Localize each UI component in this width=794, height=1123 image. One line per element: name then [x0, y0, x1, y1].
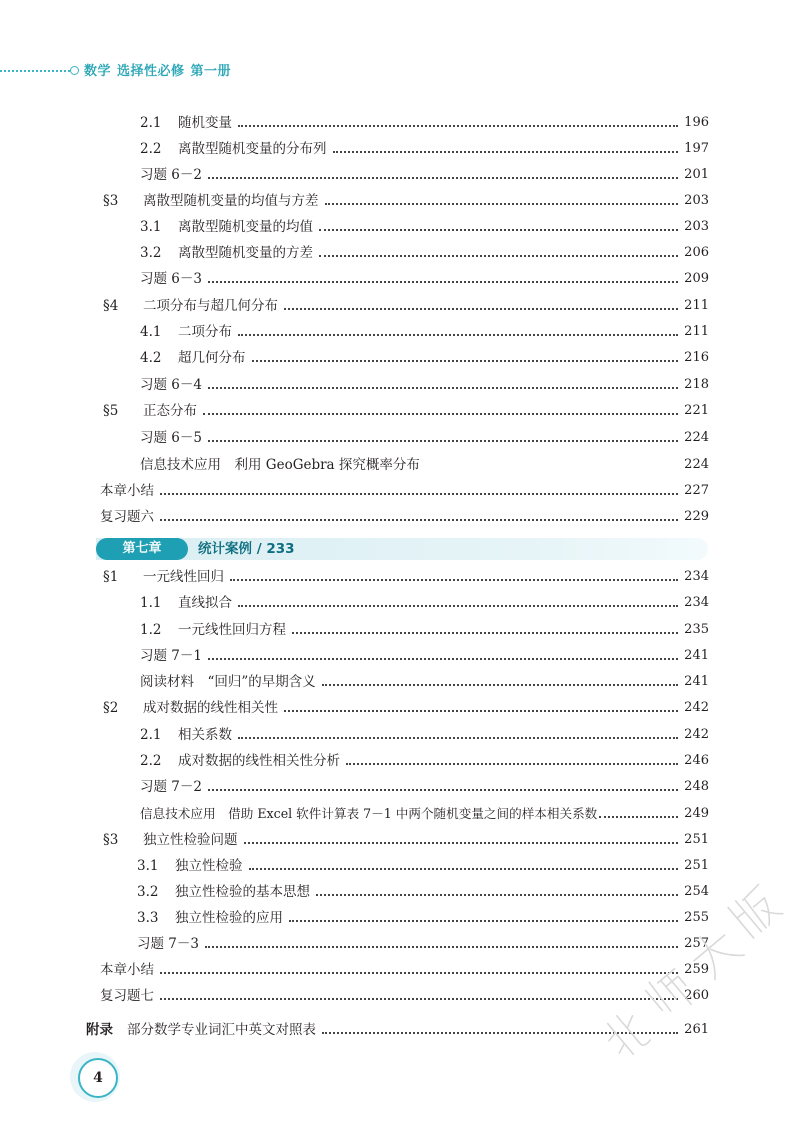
header-part: 第一册 [190, 64, 232, 79]
leader-dots [325, 203, 679, 205]
toc-page: 248 [684, 779, 709, 794]
toc-row[interactable] [103, 295, 709, 317]
toc-row[interactable] [140, 645, 709, 667]
toc-page: 224 [684, 430, 709, 445]
leader-dots [252, 360, 679, 362]
toc-title: 复习题六 [100, 509, 154, 525]
toc-number: 3.3 [137, 910, 159, 926]
toc-title: 独立性检验的基本思想 [175, 884, 310, 900]
leader-dots [208, 789, 678, 791]
toc-title: 习题 6－5 [140, 430, 202, 446]
toc-row[interactable] [140, 112, 709, 134]
toc-page: 242 [684, 700, 709, 715]
leader-dots [319, 229, 678, 231]
toc-title: 成对数据的线性相关性 [143, 700, 278, 716]
toc-page: 196 [684, 115, 709, 130]
toc-number: 4.1 [140, 324, 162, 340]
toc-row[interactable] [140, 724, 709, 746]
toc-title: 随机变量 [178, 115, 232, 131]
toc-title: 离散型随机变量的均值与方差 [143, 193, 319, 209]
toc-title: 二项分布与超几何分布 [143, 298, 278, 314]
toc-page: 203 [684, 193, 709, 208]
toc-section: §2 [103, 700, 119, 716]
toc-page: 261 [684, 1022, 709, 1037]
toc-row[interactable] [100, 506, 709, 528]
page-number: 4 [78, 1058, 118, 1098]
toc-title: 习题 7－3 [137, 936, 199, 952]
toc-number: 2.2 [140, 141, 162, 157]
toc-title: 本章小结 [100, 483, 154, 499]
toc-page: 197 [684, 141, 709, 156]
leader-dots [292, 632, 678, 634]
toc-row[interactable] [137, 907, 709, 929]
toc-title: 习题 7－2 [140, 779, 202, 795]
toc-row[interactable] [140, 374, 709, 396]
leader-dots [208, 658, 678, 660]
toc-page: 251 [684, 858, 709, 873]
leader-dots [244, 842, 679, 844]
toc-row[interactable] [140, 619, 709, 641]
leader-dots [208, 387, 678, 389]
chapter-title: 统计案例 / 233 [198, 541, 295, 557]
toc-section: §1 [103, 569, 119, 585]
leader-dots [238, 334, 678, 336]
toc-number: 3.1 [137, 858, 159, 874]
toc-page: 218 [684, 377, 709, 392]
leader-dots [203, 413, 678, 415]
header-book: 数学 [84, 64, 112, 79]
leader-dots [238, 605, 678, 607]
toc-section: §3 [103, 832, 119, 848]
toc-page: 241 [684, 648, 709, 663]
toc-row[interactable] [86, 1019, 709, 1041]
leader-dots [160, 998, 678, 1000]
toc-title: 独立性检验的应用 [175, 910, 283, 926]
toc-row[interactable] [137, 881, 709, 903]
leader-dots [599, 816, 678, 818]
toc-number: 2.2 [140, 753, 162, 769]
toc-row[interactable] [140, 164, 709, 186]
toc-title: 阅读材料 “回归”的早期含义 [140, 674, 316, 690]
toc-page: 251 [684, 832, 709, 847]
toc-row[interactable] [140, 803, 709, 825]
toc-row[interactable] [137, 933, 709, 955]
toc-title: 习题 6－3 [140, 271, 202, 287]
toc-title: 正态分布 [143, 403, 197, 419]
leader-dots [322, 1032, 678, 1034]
toc-row[interactable] [140, 427, 709, 449]
toc-row[interactable] [103, 697, 709, 719]
toc-number: 3.1 [140, 219, 162, 235]
leader-dots [160, 972, 678, 974]
leader-dots [319, 255, 678, 257]
toc-page: 209 [684, 271, 709, 286]
toc-row[interactable] [100, 985, 709, 1007]
toc-page: 206 [684, 245, 709, 260]
toc-title: 部分数学专业词汇中英文对照表 [127, 1022, 316, 1038]
leader-dots [284, 710, 678, 712]
toc-title: 超几何分布 [178, 350, 246, 366]
toc-row[interactable] [140, 321, 709, 343]
toc-title: 独立性检验问题 [143, 832, 238, 848]
toc-section: §5 [103, 403, 119, 419]
toc-title: 离散型随机变量的均值 [178, 219, 313, 235]
toc-section: §4 [103, 298, 119, 314]
toc-title: 信息技术应用 利用 GeoGebra 探究概率分布 [140, 457, 420, 473]
toc-title: 习题 7－1 [140, 648, 202, 664]
leader-dots [230, 579, 678, 581]
chapter-tag: 第七章 [96, 538, 188, 560]
toc-number: 1.2 [140, 622, 162, 638]
toc-row[interactable] [140, 750, 709, 772]
toc-row[interactable] [140, 216, 709, 238]
leader-dots [208, 440, 678, 442]
toc-row[interactable] [140, 347, 709, 369]
toc-row[interactable] [140, 454, 709, 476]
leader-dots [208, 177, 678, 179]
toc-page: 241 [684, 674, 709, 689]
toc-title: 复习题七 [100, 988, 154, 1004]
toc-row[interactable] [137, 855, 709, 877]
toc-title: 习题 6－2 [140, 167, 202, 183]
leader-dots [249, 868, 679, 870]
leader-dots [316, 894, 678, 896]
leader-dots [333, 151, 679, 153]
toc-title: 一元线性回归方程 [178, 622, 286, 638]
leader-dots [238, 737, 678, 739]
toc-number: 3.2 [140, 245, 162, 261]
toc-row[interactable] [140, 776, 709, 798]
toc-page: 227 [684, 483, 709, 498]
toc-row[interactable] [100, 480, 709, 502]
toc-number: 2.1 [140, 115, 162, 131]
toc-page: 203 [684, 219, 709, 234]
toc-page: 216 [684, 350, 709, 365]
toc-title: 成对数据的线性相关性分析 [178, 753, 340, 769]
toc-page: 254 [684, 884, 709, 899]
leader-dots [160, 493, 678, 495]
toc-row[interactable] [103, 566, 709, 588]
toc-page: 234 [684, 569, 709, 584]
toc-title: 二项分布 [178, 324, 232, 340]
toc-number: 4.2 [140, 350, 162, 366]
toc-page: 235 [684, 622, 709, 637]
toc-row[interactable] [100, 959, 709, 981]
leader-dots [322, 684, 678, 686]
toc-title: 独立性检验 [175, 858, 243, 874]
toc-page: 249 [684, 806, 709, 821]
toc-title: 离散型随机变量的方差 [178, 245, 313, 261]
leader-dots [289, 920, 678, 922]
toc-section: §3 [103, 193, 119, 209]
toc-page: 260 [684, 988, 709, 1003]
toc-title: 直线拟合 [178, 595, 232, 611]
leader-dots [238, 125, 678, 127]
leader-dots [160, 519, 678, 521]
toc-row[interactable] [103, 829, 709, 851]
toc-row[interactable] [140, 671, 709, 693]
toc-row[interactable] [140, 242, 709, 264]
toc-row[interactable] [140, 592, 709, 614]
toc-page: 259 [684, 962, 709, 977]
toc-title: 离散型随机变量的分布列 [178, 141, 327, 157]
toc-title: 本章小结 [100, 962, 154, 978]
toc-page: 229 [684, 509, 709, 524]
toc-page: 242 [684, 727, 709, 742]
toc-page: 211 [684, 298, 709, 313]
toc-title: 信息技术应用 借助 Excel 软件计算表 7－1 中两个随机变量之间的样本相关系数 [140, 806, 598, 821]
toc-page: 201 [684, 167, 709, 182]
toc-page: 257 [684, 936, 709, 951]
header-volume: 选择性必修 [117, 64, 185, 79]
toc-page: 234 [684, 595, 709, 610]
leader-dots [208, 281, 678, 283]
toc-page: 224 [684, 457, 709, 472]
toc-row[interactable] [140, 138, 709, 160]
toc-title: 一元线性回归 [143, 569, 224, 585]
toc-number: 1.1 [140, 595, 162, 611]
toc-title: 习题 6－4 [140, 377, 202, 393]
toc-row[interactable] [103, 400, 709, 422]
toc-row[interactable] [103, 190, 709, 212]
toc-number: 2.1 [140, 727, 162, 743]
leader-dots [346, 763, 678, 765]
toc-number: 3.2 [137, 884, 159, 900]
toc-page: 211 [684, 324, 709, 339]
toc-title: 相关系数 [178, 727, 232, 743]
toc-row[interactable] [140, 268, 709, 290]
toc-page: 221 [684, 403, 709, 418]
appendix-label: 附录 [86, 1022, 113, 1038]
leader-dots [284, 308, 678, 310]
toc-page: 246 [684, 753, 709, 768]
toc-page: 255 [684, 910, 709, 925]
leader-dots [205, 946, 678, 948]
